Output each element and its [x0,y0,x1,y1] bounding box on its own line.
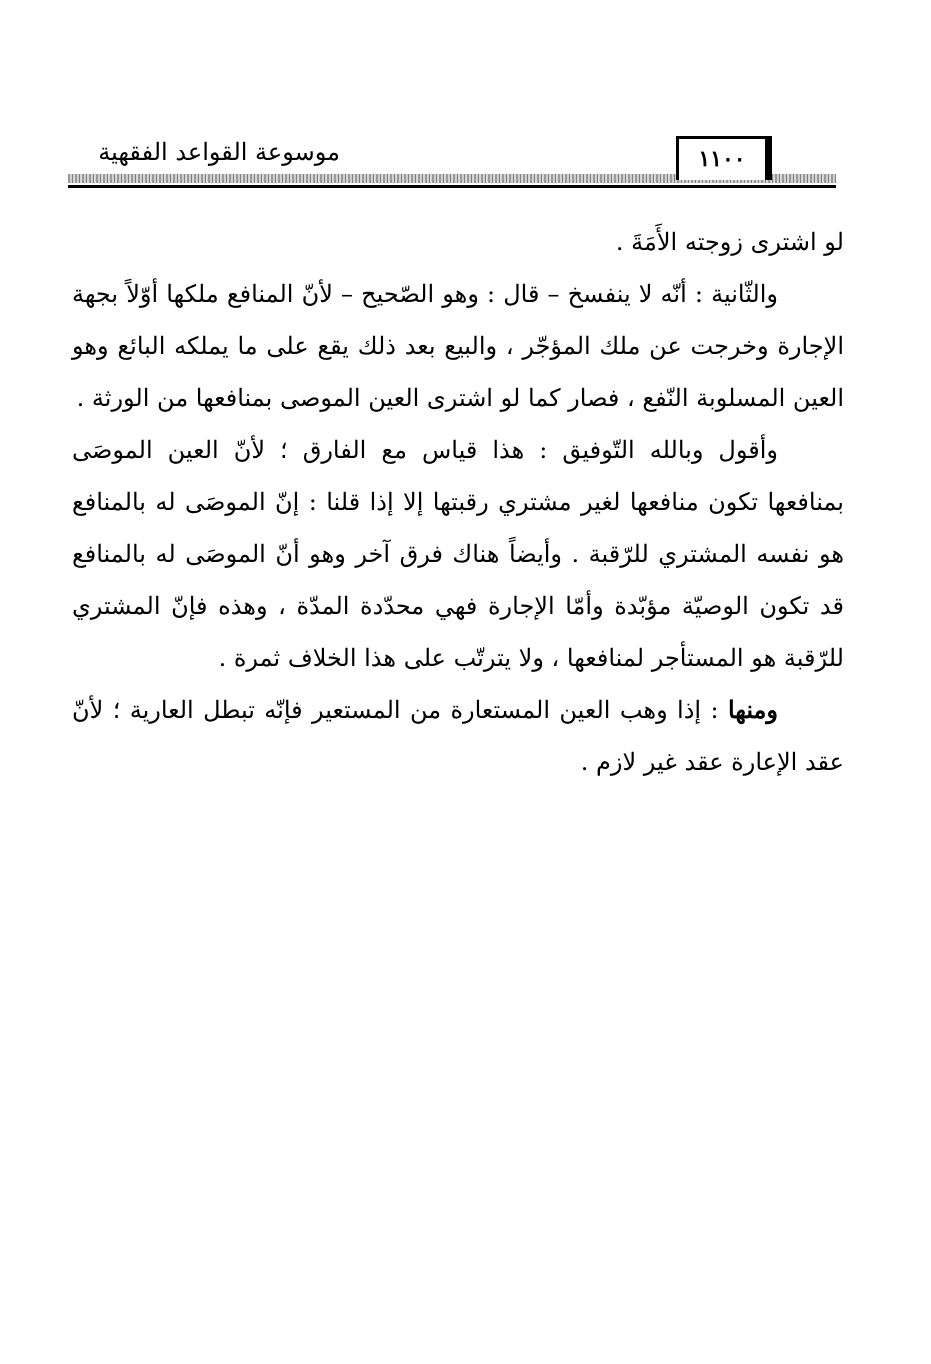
paragraph-2: والثّانية : أنّه لا ينفسخ – قال : وهو الصّحيح – لأنّ المنافع ملكها أوّلاً بجهة الإجارة وخرجت عن ملك المؤجّر ، والبيع بعد ذلك يقع على ما يملكه البائع وهو العين المسلوبة النّفع ، فصار كما لو اشترى العين الموصى بمنافعها من الورثة . [72,280,844,412]
main-text [72,216,844,788]
paragraph-1: لو اشترى زوجته الأَمَةَ . [615,228,844,256]
paragraph-4-text: : إذا وهب العين المستعارة من المستعير فإنّه تبطل العارية ؛ لأنّ عقد الإعارة عقد غير لازم . [72,696,844,776]
paragraph-3: وأقول وبالله التّوفيق : هذا قياس مع الفارق ؛ لأنّ العين الموصَى بمنافعها تكون منافعها لغير مشتري رقبتها إلا إذا قلنا : إنّ الموصَى له بالمنافع هو نفسه المشتري للرّقبة . وأيضاً هناك فرق آخر وهو أنّ الموصَى له بالمنافع قد تكون الوصيّة مؤبّدة وأمّا الإجارة فهي محدّدة المدّة ، وهذه فإنّ المشتري للرّقبة هو المستأجر لمنافعها ، ولا يترتّب على هذا الخلاف ثمرة . [72,436,844,672]
page-number-box [676,136,772,180]
book-title: موسوعة القواعد الفقهية [98,138,340,166]
paragraph-4-lead-word: ومنها [727,695,778,724]
page-number: ١١٠٠ [698,146,746,172]
page-header [68,136,836,196]
paragraph-4 [72,684,844,788]
header-rule-line [68,185,836,188]
